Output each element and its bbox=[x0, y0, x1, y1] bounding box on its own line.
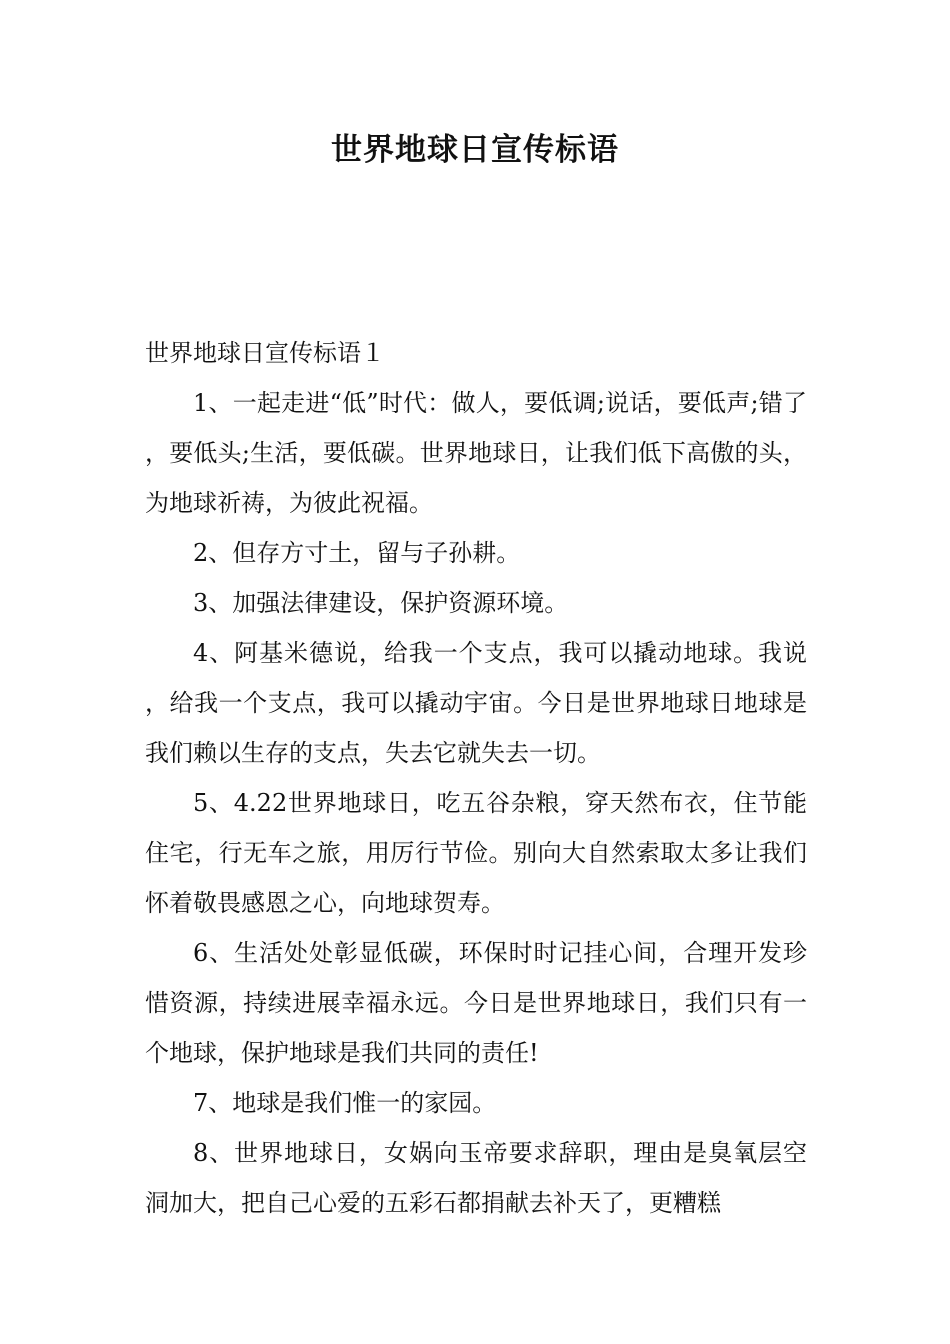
slogan-paragraph-7: 7、地球是我们惟一的家园。 bbox=[193, 1089, 497, 1117]
slogan-paragraph-5: 5、4.22世界地球日，吃五谷杂粮，穿天然布衣，住节能住宅，行无车之旅，用厉行节俭。别向大自然索取太多让我们怀着敬畏感恩之心，向地球贺寿。 bbox=[145, 789, 807, 917]
document-title: 世界地球日宣传标语 bbox=[331, 132, 619, 168]
slogan-paragraph-3: 3、加强法律建设，保护资源环境。 bbox=[193, 589, 569, 617]
slogan-paragraph-4: 4、阿基米德说，给我一个支点，我可以撬动地球。我说，给我一个支点，我可以撬动宇宙。今日是世界地球日地球是我们赖以生存的支点，失去它就失去一切。 bbox=[145, 639, 807, 767]
slogan-paragraph-8: 8、世界地球日，女娲向玉帝要求辞职，理由是臭氧层空洞加大，把自己心爱的五彩石都捐献去补天了，更糟糕 bbox=[145, 1139, 807, 1217]
section-heading: 世界地球日宣传标语１ bbox=[145, 339, 385, 367]
document-body bbox=[145, 328, 807, 1228]
slogan-paragraph-2: 2、但存方寸土，留与子孙耕。 bbox=[193, 539, 521, 567]
slogan-paragraph-1: 1、一起走进“低”时代：做人，要低调;说话，要低声;错了，要低头;生活，要低碳。世界地球日，让我们低下高傲的头，为地球祈祷，为彼此祝福。 bbox=[145, 389, 807, 517]
slogan-paragraph-6: 6、生活处处彰显低碳，环保时时记挂心间，合理开发珍惜资源，持续进展幸福永远。今日是世界地球日，我们只有一个地球，保护地球是我们共同的责任! bbox=[145, 939, 807, 1067]
